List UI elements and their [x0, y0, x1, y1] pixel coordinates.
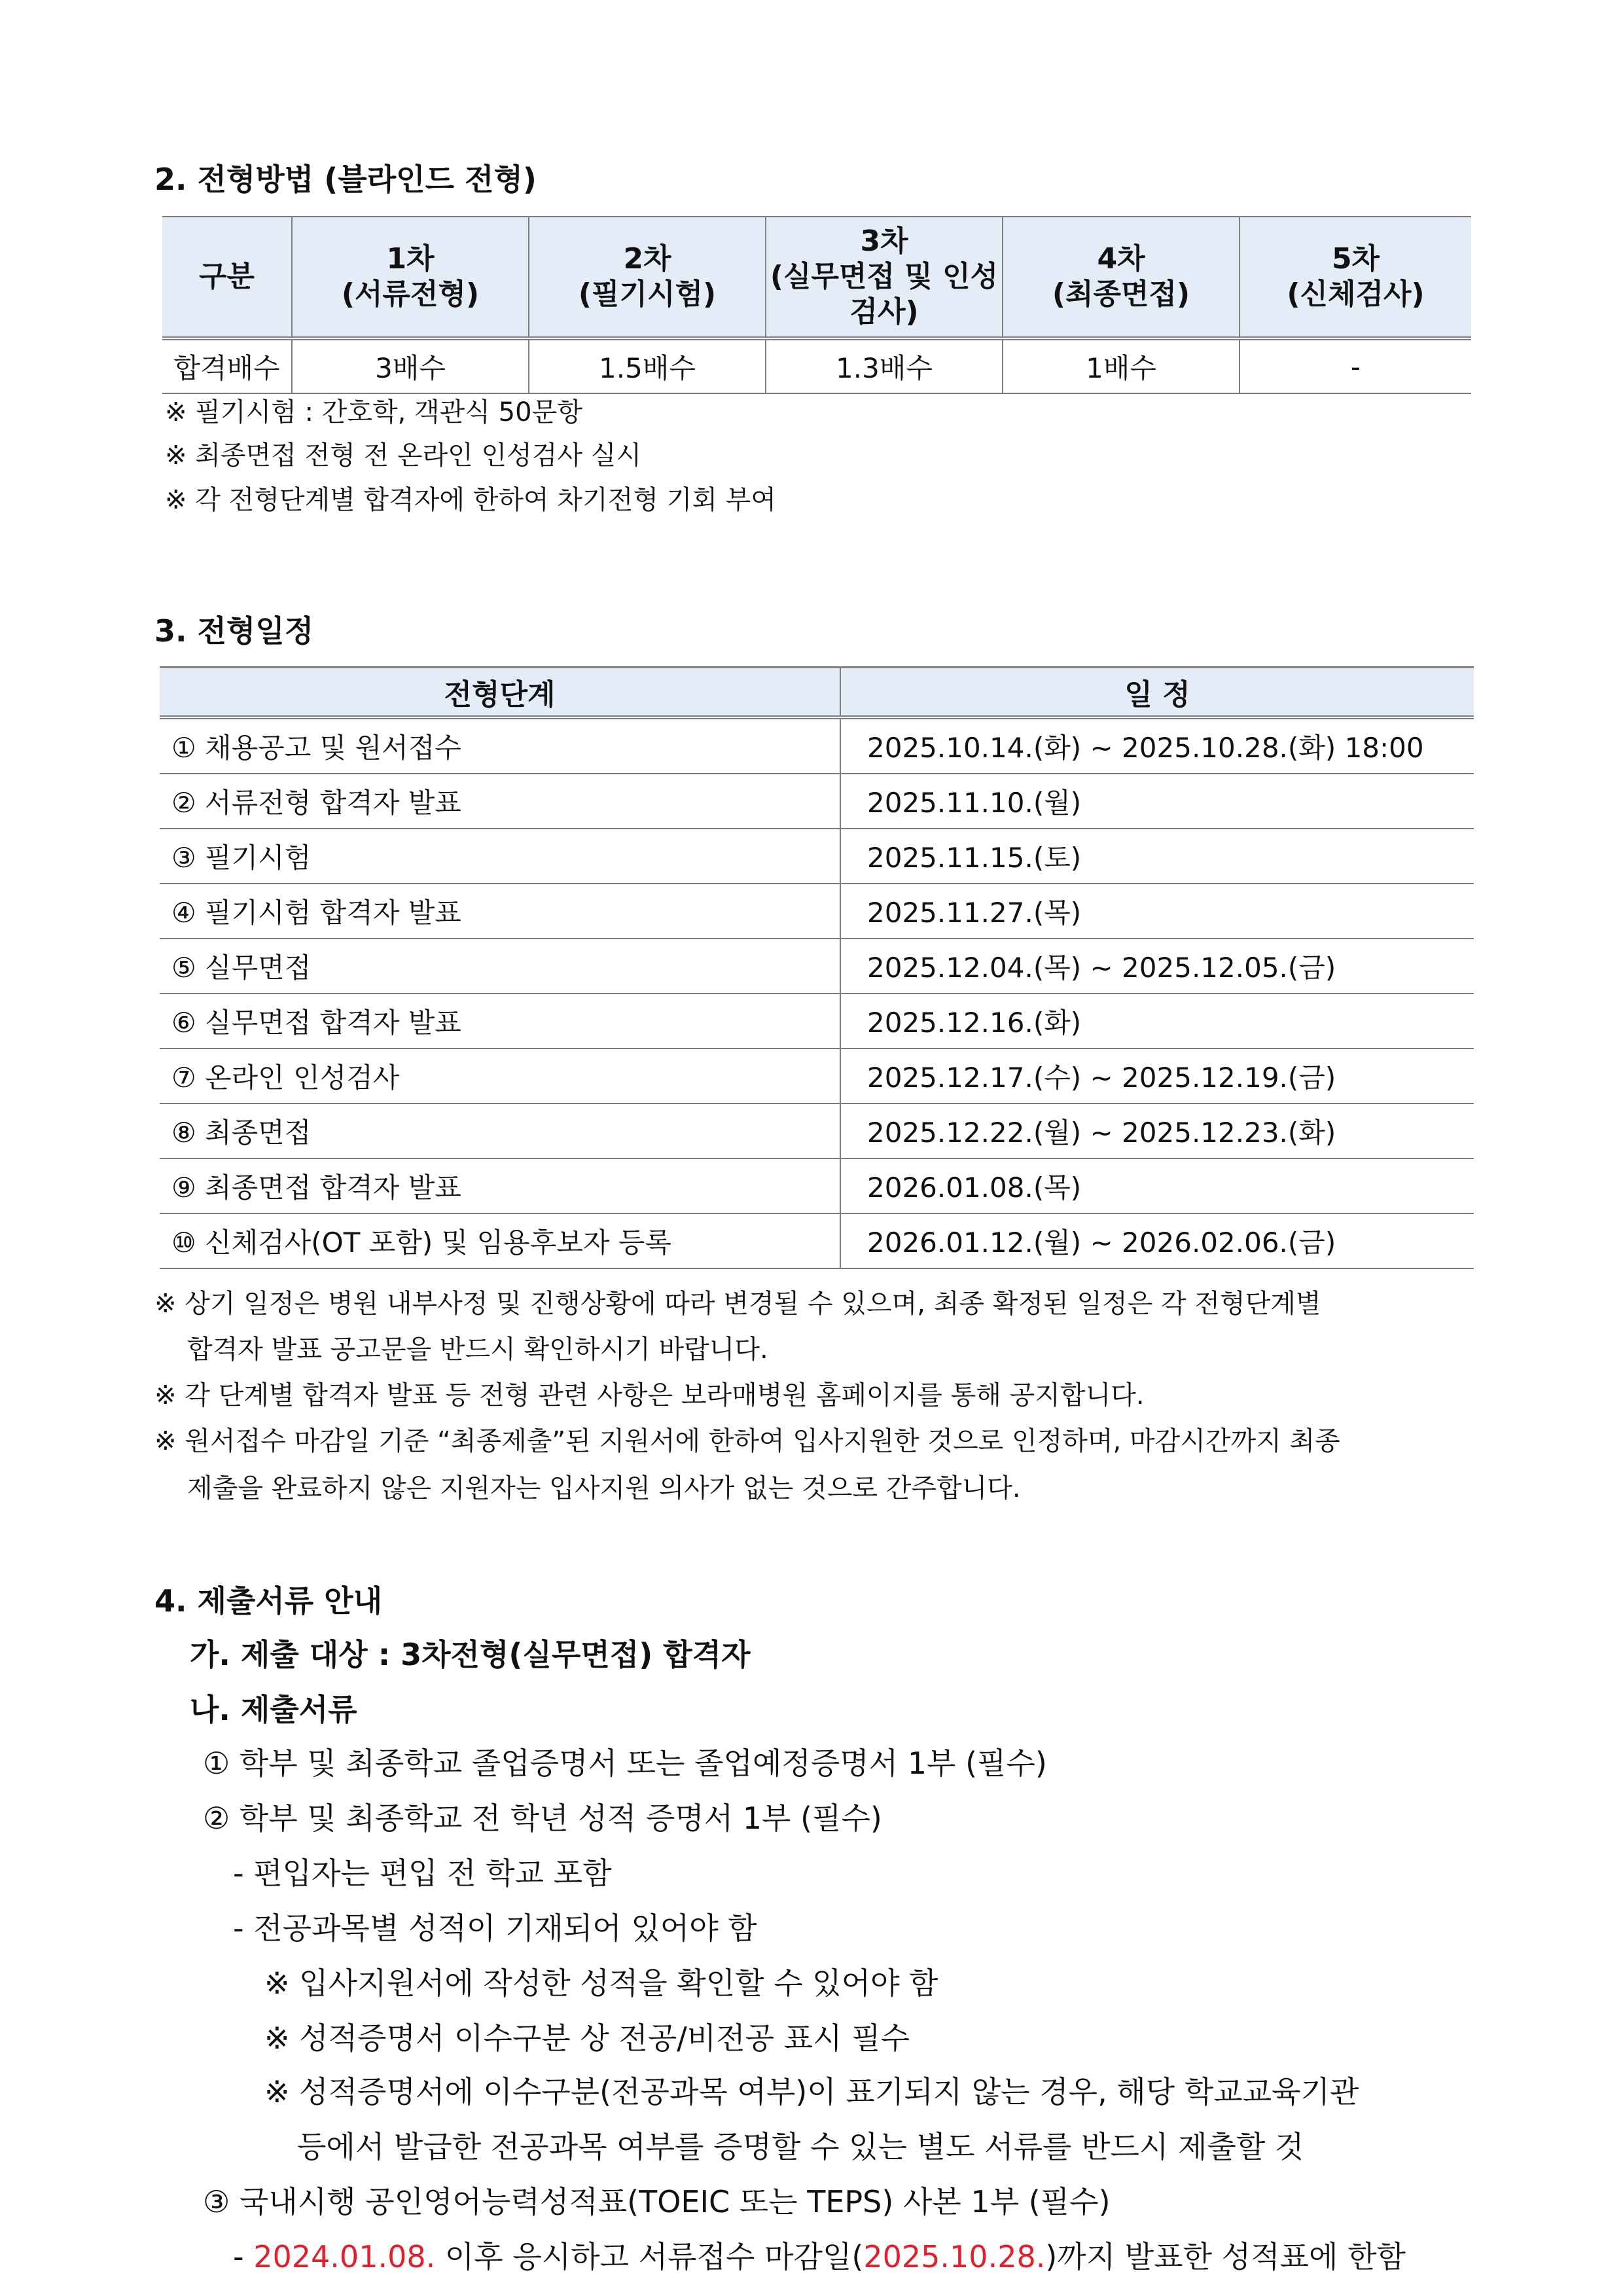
section2-heading: 2. 전형방법 (블라인드 전형)	[154, 162, 537, 197]
selection-method-table	[162, 216, 1471, 394]
multiple-cell: 1.5배수	[529, 338, 766, 393]
table-row	[160, 939, 1474, 994]
stage-header: 5차 (신체검사)	[1240, 217, 1471, 338]
table-row	[160, 1213, 1474, 1268]
document-subitem: - 편입자는 편입 전 학교 포함	[233, 1856, 612, 1891]
stage-cell: ③ 필기시험	[160, 829, 840, 884]
schedule-note: ※ 상기 일정은 병원 내부사정 및 진행상황에 따라 변경될 수 있으며, 최종 확정된 일정은 각 전형단계별	[154, 1289, 1321, 1319]
schedule-column-header: 일 정	[840, 668, 1474, 718]
table-row	[160, 717, 1474, 774]
date-cell: 2025.10.14.(화) ~ 2025.10.28.(화) 18:00	[840, 717, 1474, 774]
stage-cell: ④ 필기시험 합격자 발표	[160, 884, 840, 939]
stage-header: 1차 (서류전형)	[292, 217, 529, 338]
table-row	[160, 884, 1474, 939]
document-item: ① 학부 및 최종학교 졸업증명서 또는 졸업예정증명서 1부 (필수)	[203, 1746, 1047, 1781]
date-cell: 2026.01.12.(월) ~ 2026.02.06.(금)	[840, 1213, 1474, 1268]
table-row	[160, 994, 1474, 1049]
section4-heading: 4. 제출서류 안내	[154, 1583, 383, 1619]
stage-cell: ⑤ 실무면접	[160, 939, 840, 994]
stage-cell: ⑨ 최종면접 합격자 발표	[160, 1158, 840, 1213]
english-score-condition	[233, 2233, 1406, 2276]
stage-column-header: 전형단계	[160, 668, 840, 718]
document-note: ※ 성적증명서 이수구분 상 전공/비전공 표시 필수	[264, 2020, 910, 2056]
document-note: ※ 성적증명서에 이수구분(전공과목 여부)이 표기되지 않는 경우, 해당 학교교육기관	[264, 2074, 1359, 2109]
document-item: ③ 국내시행 공인영어능력성적표(TOEIC 또는 TEPS) 사본 1부 (필수)	[203, 2184, 1111, 2219]
documents-subheading: 나. 제출서류	[190, 1692, 357, 1727]
document-item: ② 학부 및 최종학교 전 학년 성적 증명서 1부 (필수)	[203, 1801, 882, 1836]
date-cell: 2026.01.08.(목)	[840, 1158, 1474, 1213]
schedule-note: ※ 원서접수 마감일 기준 “최종제출”된 지원서에 한하여 입사지원한 것으로 인정하며, 마감시간까지 최종	[154, 1426, 1340, 1456]
table-row	[160, 829, 1474, 884]
table-row	[160, 1049, 1474, 1103]
table-row	[160, 774, 1474, 829]
document-note: ※ 입사지원서에 작성한 성적을 확인할 수 있어야 함	[264, 1965, 938, 2001]
submission-target: 가. 제출 대상 : 3차전형(실무면접) 합격자	[190, 1637, 751, 1672]
date-cell: 2025.11.10.(월)	[840, 774, 1474, 829]
stage-cell: ⑦ 온라인 인성검사	[160, 1049, 840, 1103]
multiple-cell: 1배수	[1003, 338, 1240, 393]
section3-heading: 3. 전형일정	[154, 613, 314, 649]
schedule-table	[160, 666, 1474, 1269]
stage-header: 3차 (실무면접 및 인성검사)	[766, 217, 1003, 338]
schedule-note: ※ 각 단계별 합격자 발표 등 전형 관련 사항은 보라매병원 홈페이지를 통해 공지합니다.	[154, 1380, 1145, 1410]
date-cell: 2025.12.16.(화)	[840, 994, 1474, 1049]
date-cell: 2025.11.27.(목)	[840, 884, 1474, 939]
stage-header: 2차 (필기시험)	[529, 217, 766, 338]
method-note: ※ 각 전형단계별 합격자에 한하여 차기전형 기회 부여	[165, 485, 776, 515]
schedule-note: 제출을 완료하지 않은 지원자는 입사지원 의사가 없는 것으로 간주합니다.	[187, 1473, 1021, 1503]
stage-cell: ⑩ 신체검사(OT 포함) 및 임용후보자 등록	[160, 1213, 840, 1268]
document-note-continued: 등에서 발급한 전공과목 여부를 증명할 수 있는 별도 서류를 반드시 제출할 것	[297, 2129, 1304, 2164]
valid-from-date: 2024.01.08.	[253, 2239, 436, 2274]
table-row	[160, 1158, 1474, 1213]
corner-header: 구분	[162, 217, 292, 338]
stage-cell: ① 채용공고 및 원서접수	[160, 717, 840, 774]
stage-cell: ⑧ 최종면접	[160, 1103, 840, 1158]
stage-cell: ⑥ 실무면접 합격자 발표	[160, 994, 840, 1049]
method-note: ※ 필기시험 : 간호학, 객관식 50문항	[165, 397, 582, 427]
condition-text: 이후 응시하고 서류접수 마감일(	[435, 2239, 864, 2274]
multiple-cell: -	[1240, 338, 1471, 393]
multiple-cell: 3배수	[292, 338, 529, 393]
stage-header: 4차 (최종면접)	[1003, 217, 1240, 338]
table-row	[160, 1103, 1474, 1158]
row-label: 합격배수	[162, 338, 292, 393]
schedule-note: 합격자 발표 공고문을 반드시 확인하시기 바랍니다.	[187, 1335, 768, 1365]
method-note: ※ 최종면접 전형 전 온라인 인성검사 실시	[165, 440, 642, 471]
date-cell: 2025.11.15.(토)	[840, 829, 1474, 884]
condition-suffix: )까지 발표한 성적표에 한함	[1045, 2239, 1406, 2274]
date-cell: 2025.12.22.(월) ~ 2025.12.23.(화)	[840, 1103, 1474, 1158]
deadline-date: 2025.10.28.	[863, 2239, 1046, 2274]
date-cell: 2025.12.04.(목) ~ 2025.12.05.(금)	[840, 939, 1474, 994]
dash: -	[233, 2239, 254, 2274]
stage-cell: ② 서류전형 합격자 발표	[160, 774, 840, 829]
document-subitem: - 전공과목별 성적이 기재되어 있어야 함	[233, 1910, 757, 1946]
multiple-cell: 1.3배수	[766, 338, 1003, 393]
date-cell: 2025.12.17.(수) ~ 2025.12.19.(금)	[840, 1049, 1474, 1103]
